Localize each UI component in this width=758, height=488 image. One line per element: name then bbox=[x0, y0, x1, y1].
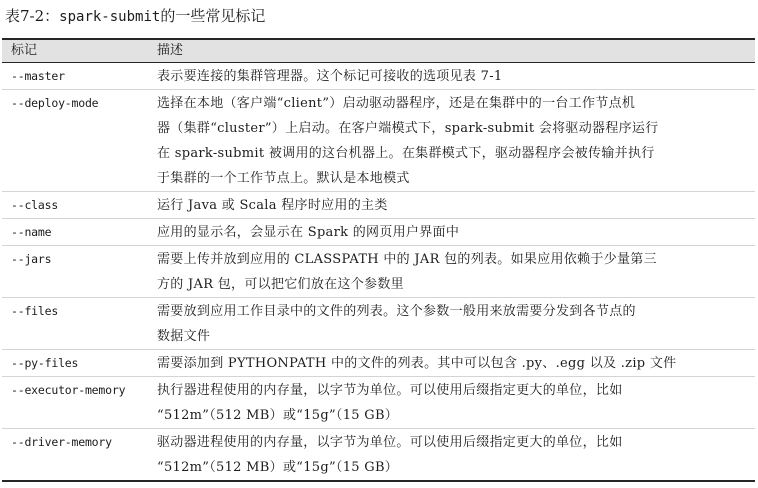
spark-submit-flags-table bbox=[2, 38, 755, 482]
table-header-row bbox=[2, 39, 755, 63]
table-row bbox=[2, 90, 755, 192]
description-line: 于集群的一个工作节点上。默认是本地模式 bbox=[157, 171, 410, 186]
description-cell bbox=[150, 350, 755, 377]
table-row bbox=[2, 219, 755, 246]
header-description: 描述 bbox=[150, 39, 755, 63]
table-row bbox=[2, 246, 755, 298]
description-line: 需要添加到 PYTHONPATH 中的文件的列表。其中可以包含 .py、.egg 以及 .zip 文件 bbox=[157, 356, 677, 371]
description-line: 应用的显示名，会显示在 Spark 的网页用户界面中 bbox=[157, 225, 460, 240]
description-line: 在 spark-submit 被调用的这台机器上。在集群模式下，驱动器程序会被传输并执行 bbox=[157, 146, 655, 161]
table-row bbox=[2, 377, 755, 429]
table-caption bbox=[5, 6, 265, 27]
flag-cell: --files bbox=[2, 298, 150, 350]
table-row bbox=[2, 298, 755, 350]
description-line: 方的 JAR 包，可以把它们放在这个参数里 bbox=[157, 277, 404, 292]
flag-cell: --py-files bbox=[2, 350, 150, 377]
description-line: 执行器进程使用的内存量，以字节为单位。可以使用后缀指定更大的单位，比如 bbox=[157, 383, 623, 398]
caption-suffix: 的一些常见标记 bbox=[160, 7, 266, 25]
description-line: 需要放到应用工作目录中的文件的列表。这个参数一般用来放需要分发到各节点的 bbox=[157, 304, 636, 319]
table-row bbox=[2, 63, 755, 90]
flag-cell: --name bbox=[2, 219, 150, 246]
table-row bbox=[2, 192, 755, 219]
description-line: 器（集群“cluster”）上启动。在客户端模式下，spark-submit 会将驱动器程序运行 bbox=[157, 121, 659, 136]
description-cell bbox=[150, 192, 755, 219]
caption-code: spark-submit bbox=[59, 9, 161, 25]
description-line: 选择在本地（客户端“client”）启动驱动器程序，还是在集群中的一台工作节点机 bbox=[157, 96, 636, 111]
description-line: 数据文件 bbox=[157, 329, 211, 344]
flag-cell: --driver-memory bbox=[2, 429, 150, 482]
description-line: “512m”（512 MB）或“15g”（15 GB） bbox=[157, 460, 399, 475]
description-cell bbox=[150, 246, 755, 298]
header-flag: 标记 bbox=[2, 39, 150, 63]
description-cell bbox=[150, 377, 755, 429]
description-cell bbox=[150, 90, 755, 192]
description-cell bbox=[150, 219, 755, 246]
flag-cell: --deploy-mode bbox=[2, 90, 150, 192]
description-line: “512m”（512 MB）或“15g”（15 GB） bbox=[157, 408, 399, 423]
description-cell bbox=[150, 429, 755, 482]
flag-cell: --jars bbox=[2, 246, 150, 298]
table-row bbox=[2, 429, 755, 482]
description-line: 运行 Java 或 Scala 程序时应用的主类 bbox=[157, 198, 388, 213]
flag-cell: --master bbox=[2, 63, 150, 90]
description-cell bbox=[150, 298, 755, 350]
flag-cell: --class bbox=[2, 192, 150, 219]
description-line: 驱动器进程使用的内存量，以字节为单位。可以使用后缀指定更大的单位，比如 bbox=[157, 435, 623, 450]
table-row bbox=[2, 350, 755, 377]
flag-cell: --executor-memory bbox=[2, 377, 150, 429]
description-line: 表示要连接的集群管理器。这个标记可接收的选项见表 7-1 bbox=[157, 69, 503, 84]
description-line: 需要上传并放到应用的 CLASSPATH 中的 JAR 包的列表。如果应用依赖于少量第三 bbox=[157, 252, 657, 267]
caption-prefix: 表7-2： bbox=[5, 7, 60, 25]
description-cell bbox=[150, 63, 755, 90]
